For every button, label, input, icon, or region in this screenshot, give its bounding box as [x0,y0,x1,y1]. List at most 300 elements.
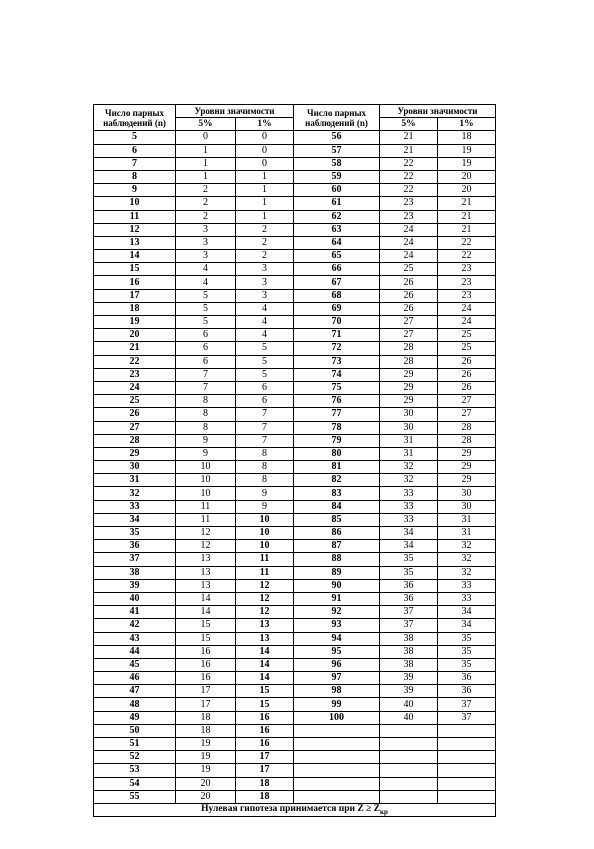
value-1pct-cell: 14 [236,672,294,685]
value-5pct-cell: 4 [176,263,236,276]
value-1pct-cell: 15 [236,698,294,711]
value-1pct-cell: 1 [236,197,294,210]
n-cell: 60 [294,184,380,197]
value-5pct-cell: 24 [380,236,438,249]
value-1pct-cell: 11 [236,553,294,566]
n-cell: 42 [94,619,176,632]
value-5pct-cell: 33 [380,487,438,500]
value-1pct-cell: 12 [236,606,294,619]
n-cell: 95 [294,645,380,658]
table-row [94,210,496,223]
table-row [94,500,496,513]
n-cell: 20 [94,329,176,342]
value-1pct-cell: 29 [438,461,496,474]
value-1pct-cell: 29 [438,474,496,487]
value-1pct-cell: 35 [438,632,496,645]
table-row [94,672,496,685]
table-row [94,790,496,803]
value-5pct-cell: 33 [380,500,438,513]
table-row [94,329,496,342]
value-1pct-cell: 14 [236,645,294,658]
n-cell: 59 [294,170,380,183]
n-cell: 44 [94,645,176,658]
table-row [94,579,496,592]
value-5pct-cell: 24 [380,250,438,263]
n-cell: 13 [94,236,176,249]
n-cell: 46 [94,672,176,685]
value-5pct-cell: 35 [380,553,438,566]
value-5pct-cell: 1 [176,144,236,157]
n-cell: 78 [294,421,380,434]
value-5pct-cell: 28 [380,342,438,355]
n-cell: 29 [94,447,176,460]
value-1pct-cell: 22 [438,236,496,249]
n-cell: 61 [294,197,380,210]
table-row [94,421,496,434]
n-cell: 31 [94,474,176,487]
value-5pct-cell: 28 [380,355,438,368]
pct1-header-left: 1% [236,118,294,131]
n-cell: 64 [294,236,380,249]
n-cell: 5 [94,131,176,144]
value-5pct-cell: 1 [176,157,236,170]
table-row [94,447,496,460]
n-cell: 91 [294,592,380,605]
n-cell: 33 [94,500,176,513]
n-cell: 76 [294,395,380,408]
n-cell: 92 [294,606,380,619]
value-5pct-cell: 35 [380,566,438,579]
n-cell: 58 [294,157,380,170]
value-1pct-cell: 28 [438,434,496,447]
value-5pct-cell: 22 [380,184,438,197]
table-row [94,395,496,408]
n-cell: 11 [94,210,176,223]
n-cell: 37 [94,553,176,566]
value-1pct-cell: 24 [438,316,496,329]
table-row [94,738,496,751]
n-cell: 63 [294,223,380,236]
value-5pct-cell: 27 [380,316,438,329]
value-5pct-cell: 17 [176,698,236,711]
value-1pct-cell: 26 [438,368,496,381]
table-row [94,711,496,724]
n-cell: 79 [294,434,380,447]
note-text: Нулевая гипотеза принимается при Z ≥ Z [201,803,380,814]
value-1pct-cell: 36 [438,685,496,698]
table-row [94,355,496,368]
value-1pct-cell: 9 [236,487,294,500]
table-row [94,368,496,381]
empty-cell [380,777,438,790]
empty-cell [294,777,380,790]
empty-cell [438,764,496,777]
empty-cell [380,790,438,803]
value-1pct-cell: 32 [438,540,496,553]
value-5pct-cell: 15 [176,632,236,645]
n-cell: 26 [94,408,176,421]
value-5pct-cell: 3 [176,236,236,249]
n-cell: 12 [94,223,176,236]
value-1pct-cell: 7 [236,434,294,447]
table-row [94,685,496,698]
table-row [94,619,496,632]
critical-values-table [93,104,496,817]
value-5pct-cell: 39 [380,685,438,698]
n-cell: 53 [94,764,176,777]
table-row [94,645,496,658]
value-5pct-cell: 26 [380,302,438,315]
value-5pct-cell: 24 [380,223,438,236]
value-5pct-cell: 21 [380,144,438,157]
table-row [94,131,496,144]
value-5pct-cell: 3 [176,223,236,236]
value-5pct-cell: 17 [176,685,236,698]
n-cell: 54 [94,777,176,790]
n-cell: 34 [94,513,176,526]
value-1pct-cell: 13 [236,619,294,632]
value-1pct-cell: 23 [438,276,496,289]
value-5pct-cell: 11 [176,513,236,526]
value-1pct-cell: 10 [236,513,294,526]
value-1pct-cell: 2 [236,250,294,263]
table-row [94,381,496,394]
value-5pct-cell: 15 [176,619,236,632]
value-5pct-cell: 11 [176,500,236,513]
value-1pct-cell: 9 [236,500,294,513]
table-row [94,250,496,263]
empty-cell [294,738,380,751]
n-cell: 73 [294,355,380,368]
table-row [94,540,496,553]
n-cell: 35 [94,527,176,540]
value-5pct-cell: 18 [176,724,236,737]
empty-cell [438,738,496,751]
value-5pct-cell: 6 [176,342,236,355]
n-cell: 7 [94,157,176,170]
table-row [94,223,496,236]
value-1pct-cell: 19 [438,157,496,170]
empty-cell [294,764,380,777]
table-row [94,764,496,777]
value-5pct-cell: 5 [176,302,236,315]
table-row [94,777,496,790]
value-1pct-cell: 16 [236,738,294,751]
n-cell: 21 [94,342,176,355]
value-5pct-cell: 4 [176,276,236,289]
value-1pct-cell: 16 [236,724,294,737]
table-row [94,527,496,540]
n-cell: 14 [94,250,176,263]
n-cell: 55 [94,790,176,803]
n-cell: 97 [294,672,380,685]
n-cell: 69 [294,302,380,315]
n-cell: 89 [294,566,380,579]
value-1pct-cell: 26 [438,355,496,368]
empty-cell [294,724,380,737]
significance-levels-header-right: Уровни значимости [380,105,496,118]
value-5pct-cell: 37 [380,606,438,619]
pct5-header-left: 5% [176,118,236,131]
value-5pct-cell: 7 [176,368,236,381]
table-row [94,606,496,619]
value-1pct-cell: 33 [438,592,496,605]
value-1pct-cell: 31 [438,513,496,526]
value-5pct-cell: 36 [380,592,438,605]
value-1pct-cell: 15 [236,685,294,698]
value-1pct-cell: 7 [236,408,294,421]
value-5pct-cell: 40 [380,698,438,711]
n-cell: 70 [294,316,380,329]
value-1pct-cell: 34 [438,619,496,632]
table-row [94,302,496,315]
n-cell: 17 [94,289,176,302]
value-1pct-cell: 35 [438,658,496,671]
value-5pct-cell: 13 [176,566,236,579]
table-row [94,289,496,302]
value-5pct-cell: 30 [380,408,438,421]
empty-cell [294,790,380,803]
value-5pct-cell: 6 [176,355,236,368]
value-1pct-cell: 4 [236,302,294,315]
n-cell: 80 [294,447,380,460]
value-1pct-cell: 8 [236,447,294,460]
n-cell: 18 [94,302,176,315]
value-5pct-cell: 8 [176,408,236,421]
value-5pct-cell: 8 [176,395,236,408]
table-row [94,144,496,157]
value-5pct-cell: 13 [176,553,236,566]
value-5pct-cell: 37 [380,619,438,632]
value-5pct-cell: 12 [176,527,236,540]
value-5pct-cell: 29 [380,395,438,408]
pct1-header-right: 1% [438,118,496,131]
n-cell: 86 [294,527,380,540]
n-cell: 57 [294,144,380,157]
value-1pct-cell: 14 [236,658,294,671]
value-5pct-cell: 34 [380,527,438,540]
value-5pct-cell: 38 [380,632,438,645]
value-1pct-cell: 8 [236,461,294,474]
value-1pct-cell: 20 [438,170,496,183]
n-cell: 43 [94,632,176,645]
n-column-header-left: Число парных наблюдений (n) [94,105,176,131]
value-1pct-cell: 1 [236,210,294,223]
value-1pct-cell: 6 [236,395,294,408]
n-cell: 66 [294,263,380,276]
n-cell: 85 [294,513,380,526]
value-5pct-cell: 31 [380,447,438,460]
empty-cell [438,751,496,764]
value-1pct-cell: 21 [438,223,496,236]
value-1pct-cell: 2 [236,236,294,249]
n-cell: 41 [94,606,176,619]
n-cell: 19 [94,316,176,329]
value-1pct-cell: 2 [236,223,294,236]
empty-cell [380,751,438,764]
n-cell: 28 [94,434,176,447]
value-1pct-cell: 16 [236,711,294,724]
value-1pct-cell: 28 [438,421,496,434]
table-row [94,487,496,500]
value-1pct-cell: 21 [438,197,496,210]
n-cell: 16 [94,276,176,289]
table-row [94,197,496,210]
value-5pct-cell: 10 [176,487,236,500]
table-row [94,632,496,645]
n-cell: 82 [294,474,380,487]
empty-cell [438,724,496,737]
n-cell: 62 [294,210,380,223]
value-1pct-cell: 21 [438,210,496,223]
value-5pct-cell: 1 [176,170,236,183]
n-cell: 36 [94,540,176,553]
value-1pct-cell: 8 [236,474,294,487]
value-5pct-cell: 34 [380,540,438,553]
table-row [94,276,496,289]
n-cell: 84 [294,500,380,513]
value-1pct-cell: 27 [438,408,496,421]
value-5pct-cell: 10 [176,461,236,474]
n-cell: 99 [294,698,380,711]
value-5pct-cell: 26 [380,276,438,289]
value-1pct-cell: 5 [236,342,294,355]
value-1pct-cell: 4 [236,329,294,342]
table-row [94,184,496,197]
empty-cell [438,790,496,803]
value-1pct-cell: 29 [438,447,496,460]
value-1pct-cell: 3 [236,263,294,276]
n-cell: 94 [294,632,380,645]
n-cell: 6 [94,144,176,157]
value-5pct-cell: 10 [176,474,236,487]
value-1pct-cell: 18 [236,790,294,803]
footer-row [94,803,496,816]
n-cell: 74 [294,368,380,381]
n-cell: 100 [294,711,380,724]
value-5pct-cell: 36 [380,579,438,592]
value-1pct-cell: 1 [236,170,294,183]
n-cell: 75 [294,381,380,394]
empty-cell [380,764,438,777]
table-row [94,658,496,671]
table-row [94,513,496,526]
value-1pct-cell: 12 [236,579,294,592]
table-body [94,131,496,804]
value-5pct-cell: 16 [176,672,236,685]
value-5pct-cell: 9 [176,434,236,447]
n-cell: 25 [94,395,176,408]
value-5pct-cell: 2 [176,197,236,210]
value-5pct-cell: 2 [176,210,236,223]
value-1pct-cell: 5 [236,368,294,381]
empty-cell [294,751,380,764]
value-5pct-cell: 9 [176,447,236,460]
value-1pct-cell: 10 [236,540,294,553]
value-5pct-cell: 38 [380,658,438,671]
n-cell: 48 [94,698,176,711]
value-1pct-cell: 27 [438,395,496,408]
value-5pct-cell: 26 [380,289,438,302]
n-cell: 83 [294,487,380,500]
n-cell: 38 [94,566,176,579]
value-5pct-cell: 13 [176,579,236,592]
n-cell: 49 [94,711,176,724]
n-cell: 39 [94,579,176,592]
value-1pct-cell: 23 [438,263,496,276]
value-5pct-cell: 0 [176,131,236,144]
value-1pct-cell: 25 [438,329,496,342]
n-cell: 72 [294,342,380,355]
value-5pct-cell: 20 [176,777,236,790]
n-cell: 10 [94,197,176,210]
value-1pct-cell: 25 [438,342,496,355]
table-row [94,474,496,487]
n-cell: 32 [94,487,176,500]
n-cell: 56 [294,131,380,144]
empty-cell [438,777,496,790]
value-1pct-cell: 5 [236,355,294,368]
value-5pct-cell: 39 [380,672,438,685]
table-row [94,157,496,170]
table-row [94,408,496,421]
table-row [94,566,496,579]
value-5pct-cell: 25 [380,263,438,276]
value-1pct-cell: 18 [236,777,294,790]
value-5pct-cell: 5 [176,289,236,302]
value-5pct-cell: 3 [176,250,236,263]
value-5pct-cell: 20 [176,790,236,803]
value-5pct-cell: 30 [380,421,438,434]
value-1pct-cell: 17 [236,751,294,764]
n-column-header-right: Число парных наблюдений (n) [294,105,380,131]
value-5pct-cell: 31 [380,434,438,447]
value-1pct-cell: 36 [438,672,496,685]
empty-cell [380,724,438,737]
value-1pct-cell: 34 [438,606,496,619]
value-5pct-cell: 32 [380,474,438,487]
table-row [94,698,496,711]
n-cell: 24 [94,381,176,394]
value-1pct-cell: 31 [438,527,496,540]
n-cell: 88 [294,553,380,566]
n-cell: 65 [294,250,380,263]
value-1pct-cell: 6 [236,381,294,394]
value-1pct-cell: 0 [236,131,294,144]
value-5pct-cell: 29 [380,368,438,381]
note-subscript: кр [379,807,388,816]
n-cell: 40 [94,592,176,605]
n-cell: 22 [94,355,176,368]
table-row [94,316,496,329]
value-5pct-cell: 32 [380,461,438,474]
value-5pct-cell: 22 [380,157,438,170]
empty-cell [380,738,438,751]
value-5pct-cell: 40 [380,711,438,724]
value-5pct-cell: 19 [176,751,236,764]
value-5pct-cell: 12 [176,540,236,553]
n-cell: 71 [294,329,380,342]
value-1pct-cell: 17 [236,764,294,777]
n-cell: 77 [294,408,380,421]
value-1pct-cell: 11 [236,566,294,579]
value-1pct-cell: 12 [236,592,294,605]
value-1pct-cell: 19 [438,144,496,157]
value-5pct-cell: 8 [176,421,236,434]
value-5pct-cell: 21 [380,131,438,144]
n-cell: 87 [294,540,380,553]
value-1pct-cell: 22 [438,250,496,263]
